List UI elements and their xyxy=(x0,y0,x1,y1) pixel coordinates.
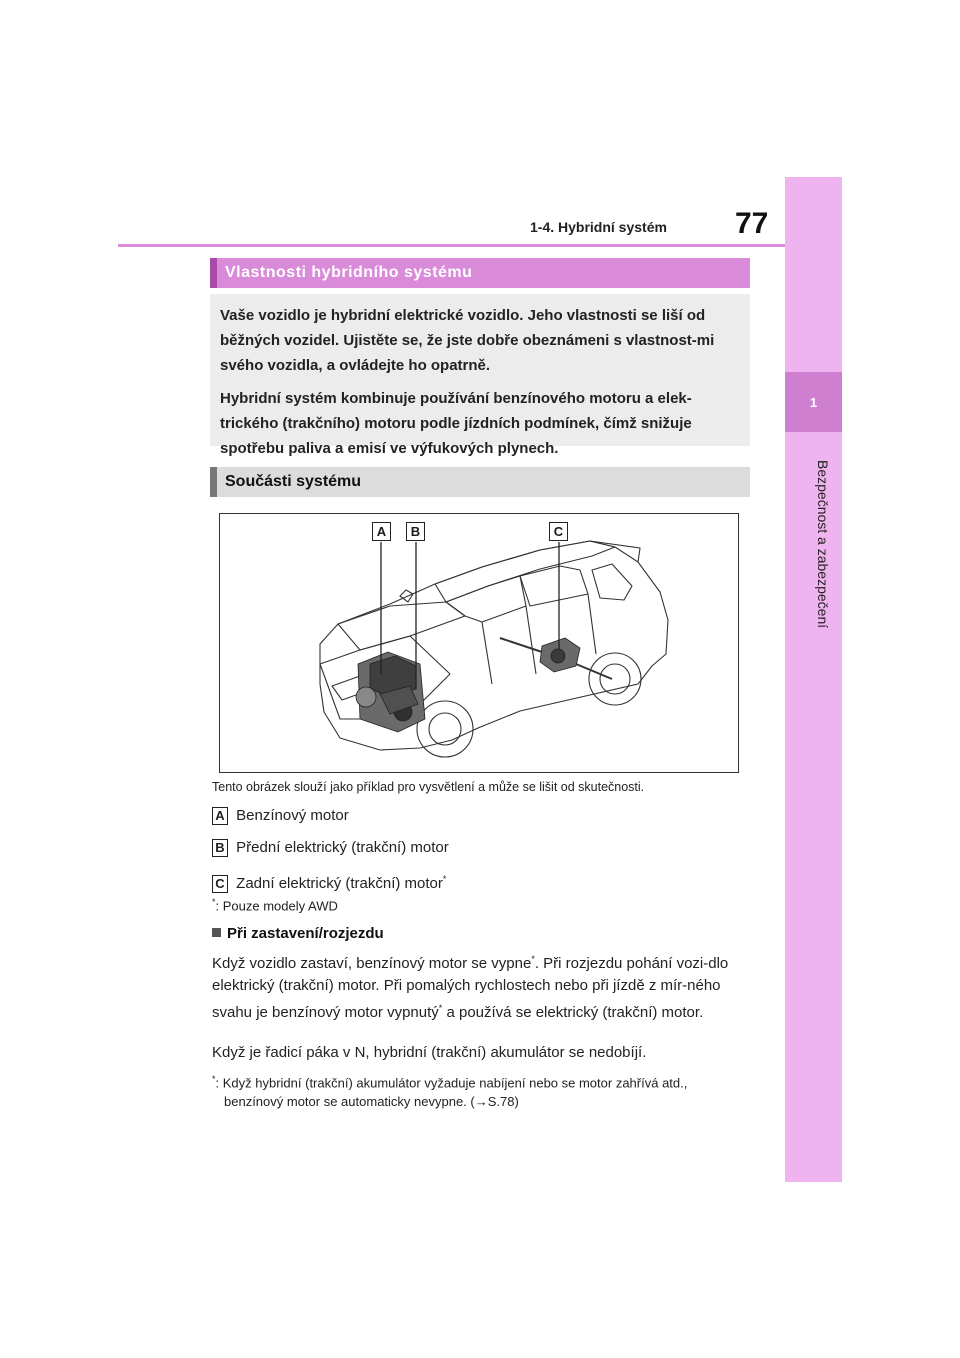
legend-text: Zadní elektrický (trakční) motor xyxy=(236,875,443,892)
section-header-features xyxy=(210,258,750,288)
header-divider xyxy=(118,244,785,247)
callout-c: C xyxy=(549,522,568,541)
vehicle-illustration xyxy=(219,513,739,773)
footnote-mark: * xyxy=(438,1003,443,1013)
legend-text: Benzínový motor xyxy=(236,807,349,824)
subheading xyxy=(212,925,384,942)
subheading-text: Při zastavení/rozjezdu xyxy=(227,925,384,942)
intro-paragraph: Hybridní systém kombinuje používání benzínového motoru a elek-trického (trakčního) motoru podle jízdních podmínek, čímž snižuje spotřebu paliva a emisí ve výfukových plynech. xyxy=(220,390,692,457)
body-text: Když je řadicí páka v N, hybridní (trakční) akumulátor se nedobíjí. xyxy=(212,1044,647,1061)
callout-b: B xyxy=(406,522,425,541)
body-text: Když vozidlo zastaví, benzínový motor se vypne xyxy=(212,955,532,972)
callout-a: A xyxy=(372,522,391,541)
footnote-mark: * xyxy=(212,1074,216,1084)
legend-item xyxy=(212,838,449,858)
chapter-number: 1 xyxy=(785,372,842,432)
vehicle-drawing xyxy=(220,514,738,772)
section-header-bar xyxy=(210,467,217,497)
legend-key: C xyxy=(212,875,228,893)
square-bullet-icon xyxy=(212,928,221,937)
body-text: a používá se elektrický (trakční) motor. xyxy=(442,1004,704,1021)
legend-item xyxy=(212,869,447,892)
body-text: . Při rozjezdu pohání vozi-dlo elektrický (trakční) motor. Při pomalých rychlostech nebo při jízdě z mír-ného svahu je benzínový motor vypnutý xyxy=(212,955,729,1021)
legend-text: Přední elektrický (trakční) motor xyxy=(236,839,449,856)
footnote-text: : Když hybridní (trakční) akumulátor vyžaduje nabíjení nebo se motor zahřívá atd., xyxy=(215,1075,688,1091)
section-breadcrumb: 1-4. Hybridní systém xyxy=(530,219,667,235)
section-title: Součásti systému xyxy=(225,473,362,490)
chapter-title: Bezpečnost a zabezpečení xyxy=(815,460,831,629)
footnote-mark: * xyxy=(442,874,447,884)
section-title: Vlastnosti hybridního systému xyxy=(225,264,473,281)
page-number: 77 xyxy=(735,207,769,240)
legend-key: A xyxy=(212,807,228,825)
legend-item xyxy=(212,806,349,826)
figure-caption: Tento obrázek slouží jako příklad pro vysvětlení a může se lišit od skutečnosti. xyxy=(212,780,645,794)
footnote-engine xyxy=(212,1070,687,1111)
body-paragraph xyxy=(212,1042,757,1064)
section-header-components xyxy=(210,467,750,497)
intro-box xyxy=(210,294,750,457)
section-header-bar xyxy=(210,258,217,288)
legend-key: B xyxy=(212,839,228,857)
intro-paragraph: Vaše vozidlo je hybridní elektrické vozidlo. Jeho vlastnosti se liší od běžných vozidel. Ujistěte se, že jste dobře obeznámeni s vlastnost-mi svého vozidla, a ovládejte ho opatrně. xyxy=(220,307,715,374)
footnote-mark: * xyxy=(212,897,216,907)
footnote-text: : Pouze modely AWD xyxy=(215,898,338,914)
footnote-mark: * xyxy=(531,954,535,964)
body-paragraph xyxy=(212,948,757,1024)
footnote-text: benzínový motor se automaticky nevypne. (→S.78) xyxy=(224,1094,519,1110)
footnote-awd xyxy=(212,897,338,913)
chapter-side-tab xyxy=(785,177,842,1182)
